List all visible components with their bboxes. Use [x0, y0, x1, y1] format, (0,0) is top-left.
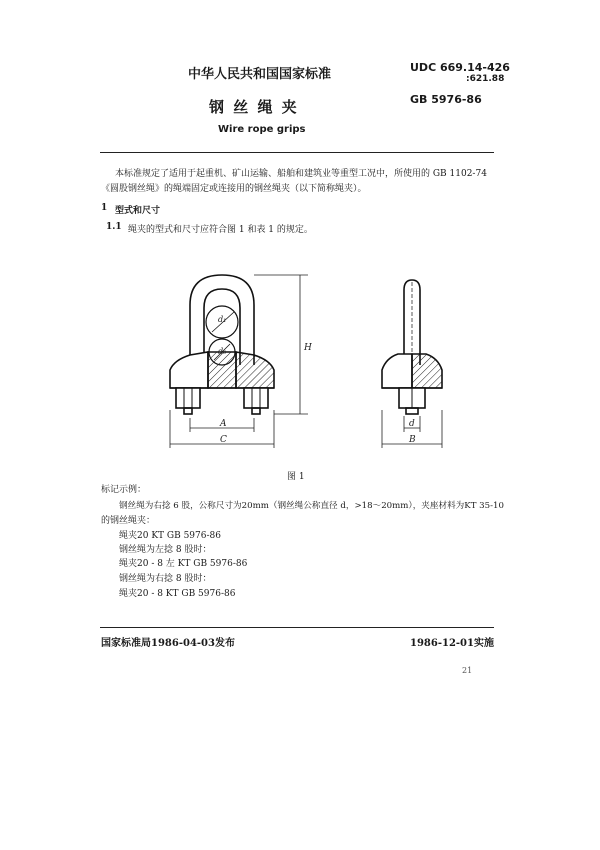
dimension-label-b: B: [409, 435, 416, 445]
front-view: [170, 275, 274, 414]
gb-number: GB 5976-86: [410, 93, 482, 106]
issued-by: 国家标准局1986-04-03发布: [101, 638, 235, 649]
dimension-label-d: d: [409, 419, 415, 429]
subsection-text: 绳夹的型式和尺寸应符合图 1 和表 1 的规定。: [128, 225, 313, 235]
standard-header-title: 中华人民共和国国家标准: [188, 67, 332, 82]
header-rule: [100, 152, 494, 153]
document-title-english: Wire rope grips: [218, 124, 306, 135]
dimension-label-c: C: [220, 435, 227, 445]
marking-example-line2: 的钢丝绳夹：: [101, 516, 156, 526]
effective-date: 1986-12-01实施: [410, 638, 494, 649]
section-title: 型式和尺寸: [115, 206, 161, 216]
figure-caption: 图 1: [287, 472, 305, 482]
dimension-label-h: H: [304, 343, 312, 353]
intro-paragraph-line2: 《圆股钢丝绳》的绳端固定或连接用的钢丝绳夹（以下简称绳夹）。: [101, 184, 367, 194]
dimension-label-a: A: [220, 419, 227, 429]
page-number: 21: [462, 666, 473, 675]
document-title: 钢 丝 绳 夹: [209, 98, 299, 116]
marking-example-2: 绳夹20 - 8 左 KT GB 5976-86: [119, 559, 248, 569]
rope-diameter-label-d2: d₀: [218, 347, 227, 356]
side-view: [382, 280, 442, 414]
marking-example-3: 绳夹20 - 8 KT GB 5976-86: [119, 589, 236, 599]
intro-paragraph-line1: 本标准规定了适用于起重机、矿山运输、船舶和建筑业等重型工况中，所使用的 GB 1102-74: [115, 169, 487, 179]
rope-diameter-label-d1: d₁: [218, 315, 227, 324]
marking-example-2-label: 钢丝绳为左捻 8 股时：: [119, 545, 212, 555]
figure-1-drawing: [150, 270, 480, 460]
footer-rule: [100, 627, 494, 628]
marking-example-title: 标记示例：: [101, 485, 147, 495]
marking-example-1: 绳夹20 KT GB 5976-86: [119, 531, 221, 541]
udc-code-continuation: :621.88: [466, 74, 505, 84]
marking-example-3-label: 钢丝绳为右捻 8 股时：: [119, 574, 212, 584]
subsection-number: 1.1: [106, 222, 122, 232]
udc-code: UDC 669.14-426: [410, 61, 510, 74]
marking-example-line1: 钢丝绳为右捻 6 股，公称尺寸为20mm（钢丝绳公称直径 d，>18～20mm），夹座材料为KT 35-10: [119, 501, 504, 511]
section-number: 1: [101, 203, 108, 213]
